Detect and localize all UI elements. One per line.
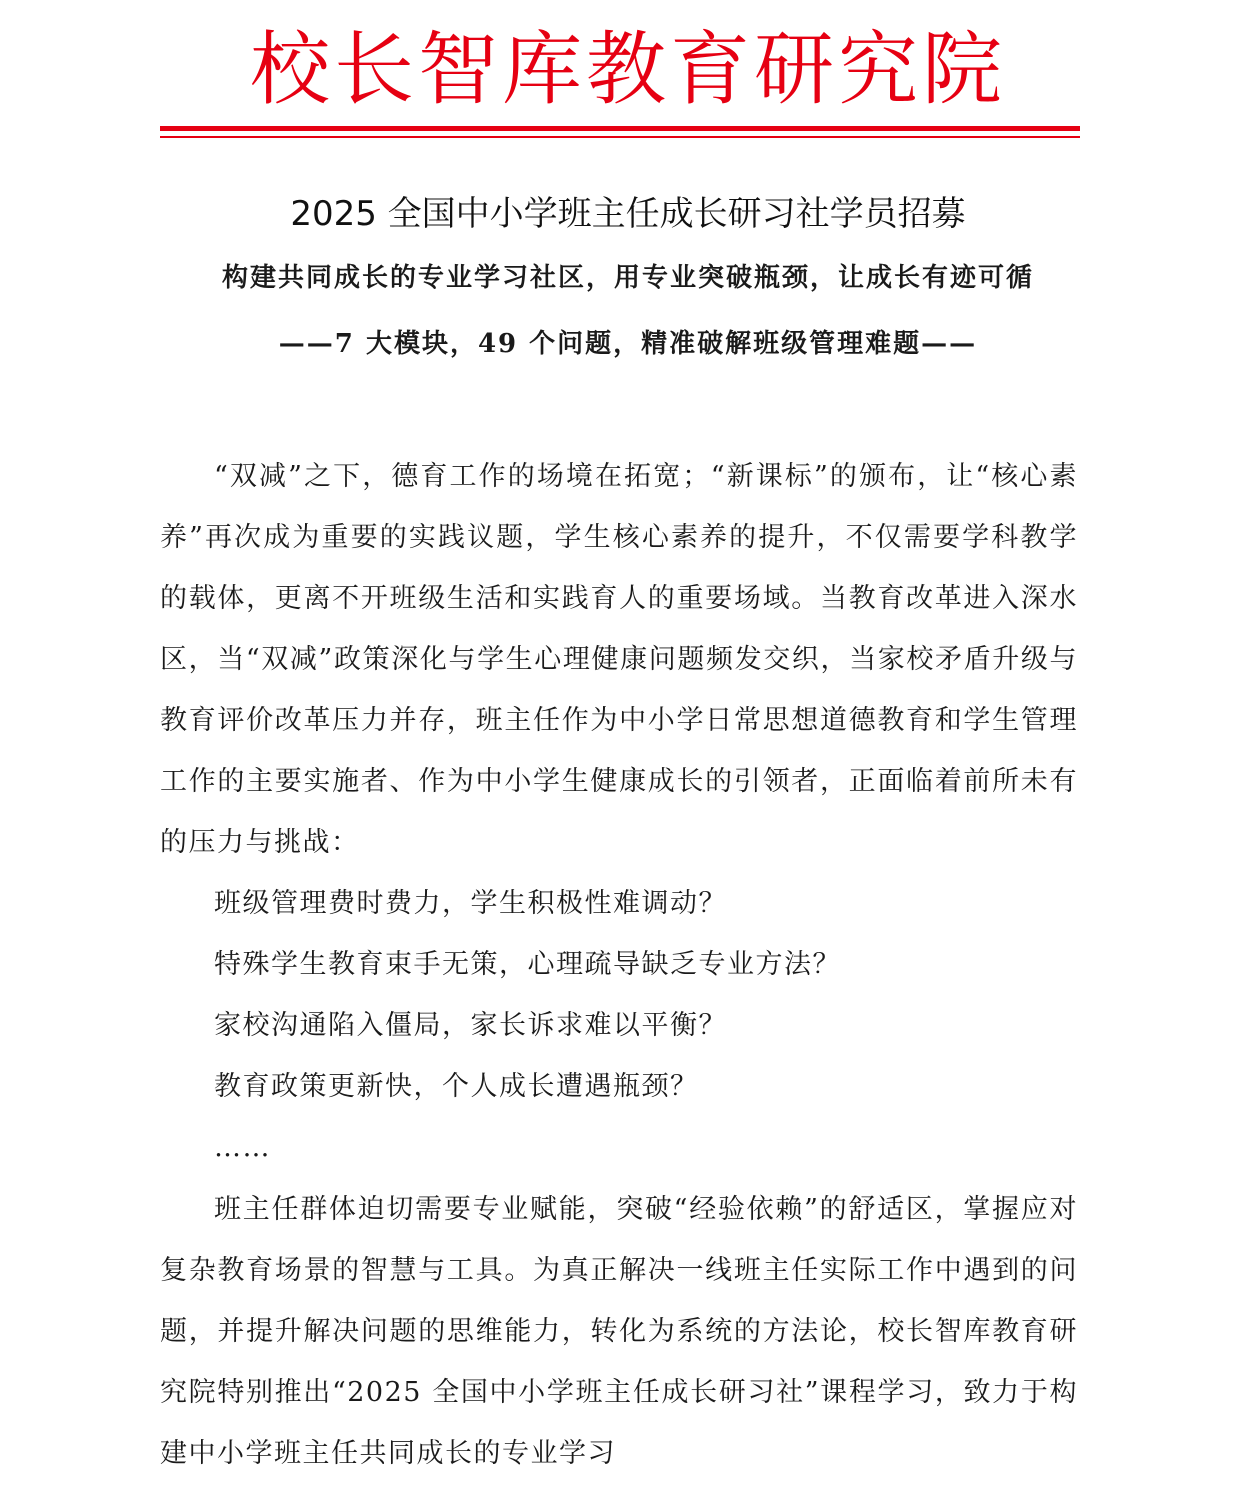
- letterhead-title: 校长智库教育研究院: [250, 23, 1006, 116]
- paragraph-text: “双减”之下，德育工作的场境在拓宽；“新课标”的颁布，让“核心素养”再次成为重要的实践议题，学生核心素养的提升，不仅需要学科教学的载体，更离不开班级生活和实践育人的重要场域。当教育改革进入深水区，当“双减”政策深化与学生心理健康问题频发交织，当家校矛盾升级与教育评价改革压力并存，班主任作为中小学日常思想道德教育和学生管理工作的主要实施者、作为中小学生健康成长的引领者，正面临着前所未有的压力与挑战：: [160, 461, 1078, 858]
- paragraph-text: 班主任群体迫切需要专业赋能，突破“经验依赖”的舒适区，掌握应对复杂教育场景的智慧与工具。为真正解决一线班主任实际工作中遇到的问题，并提升解决问题的思维能力，转化为系统的方法论，校长智库教育研究院特别推出“2025 全国中小学班主任成长研习社”课程学习，致力于构建中小学班主任共同成长的专业学习: [160, 1194, 1078, 1469]
- document-tagline: ——7 大模块，49 个问题，精准破解班级管理难题——: [278, 329, 978, 359]
- question-item: 家校沟通陷入僵局，家长诉求难以平衡？: [214, 1010, 727, 1041]
- question-item: 教育政策更新快，个人成长遭遇瓶颈？: [214, 1071, 699, 1102]
- letterhead-rule-thick: [160, 126, 1080, 131]
- letterhead-rule-thin: [160, 136, 1080, 138]
- question-list: [160, 873, 1078, 1178]
- document-subtitle: 构建共同成长的专业学习社区，用专业突破瓶颈，让成长有迹可循: [221, 263, 1034, 293]
- body-paragraph-1: [160, 446, 1078, 873]
- body-paragraph-2: [160, 1179, 1078, 1484]
- ellipsis-item: ……: [214, 1132, 271, 1163]
- document-title: 2025 全国中小学班主任成长研习社学员招募: [290, 194, 966, 234]
- question-item: 班级管理费时费力，学生积极性难调动？: [214, 888, 727, 919]
- question-item: 特殊学生教育束手无策，心理疏导缺乏专业方法？: [214, 949, 841, 980]
